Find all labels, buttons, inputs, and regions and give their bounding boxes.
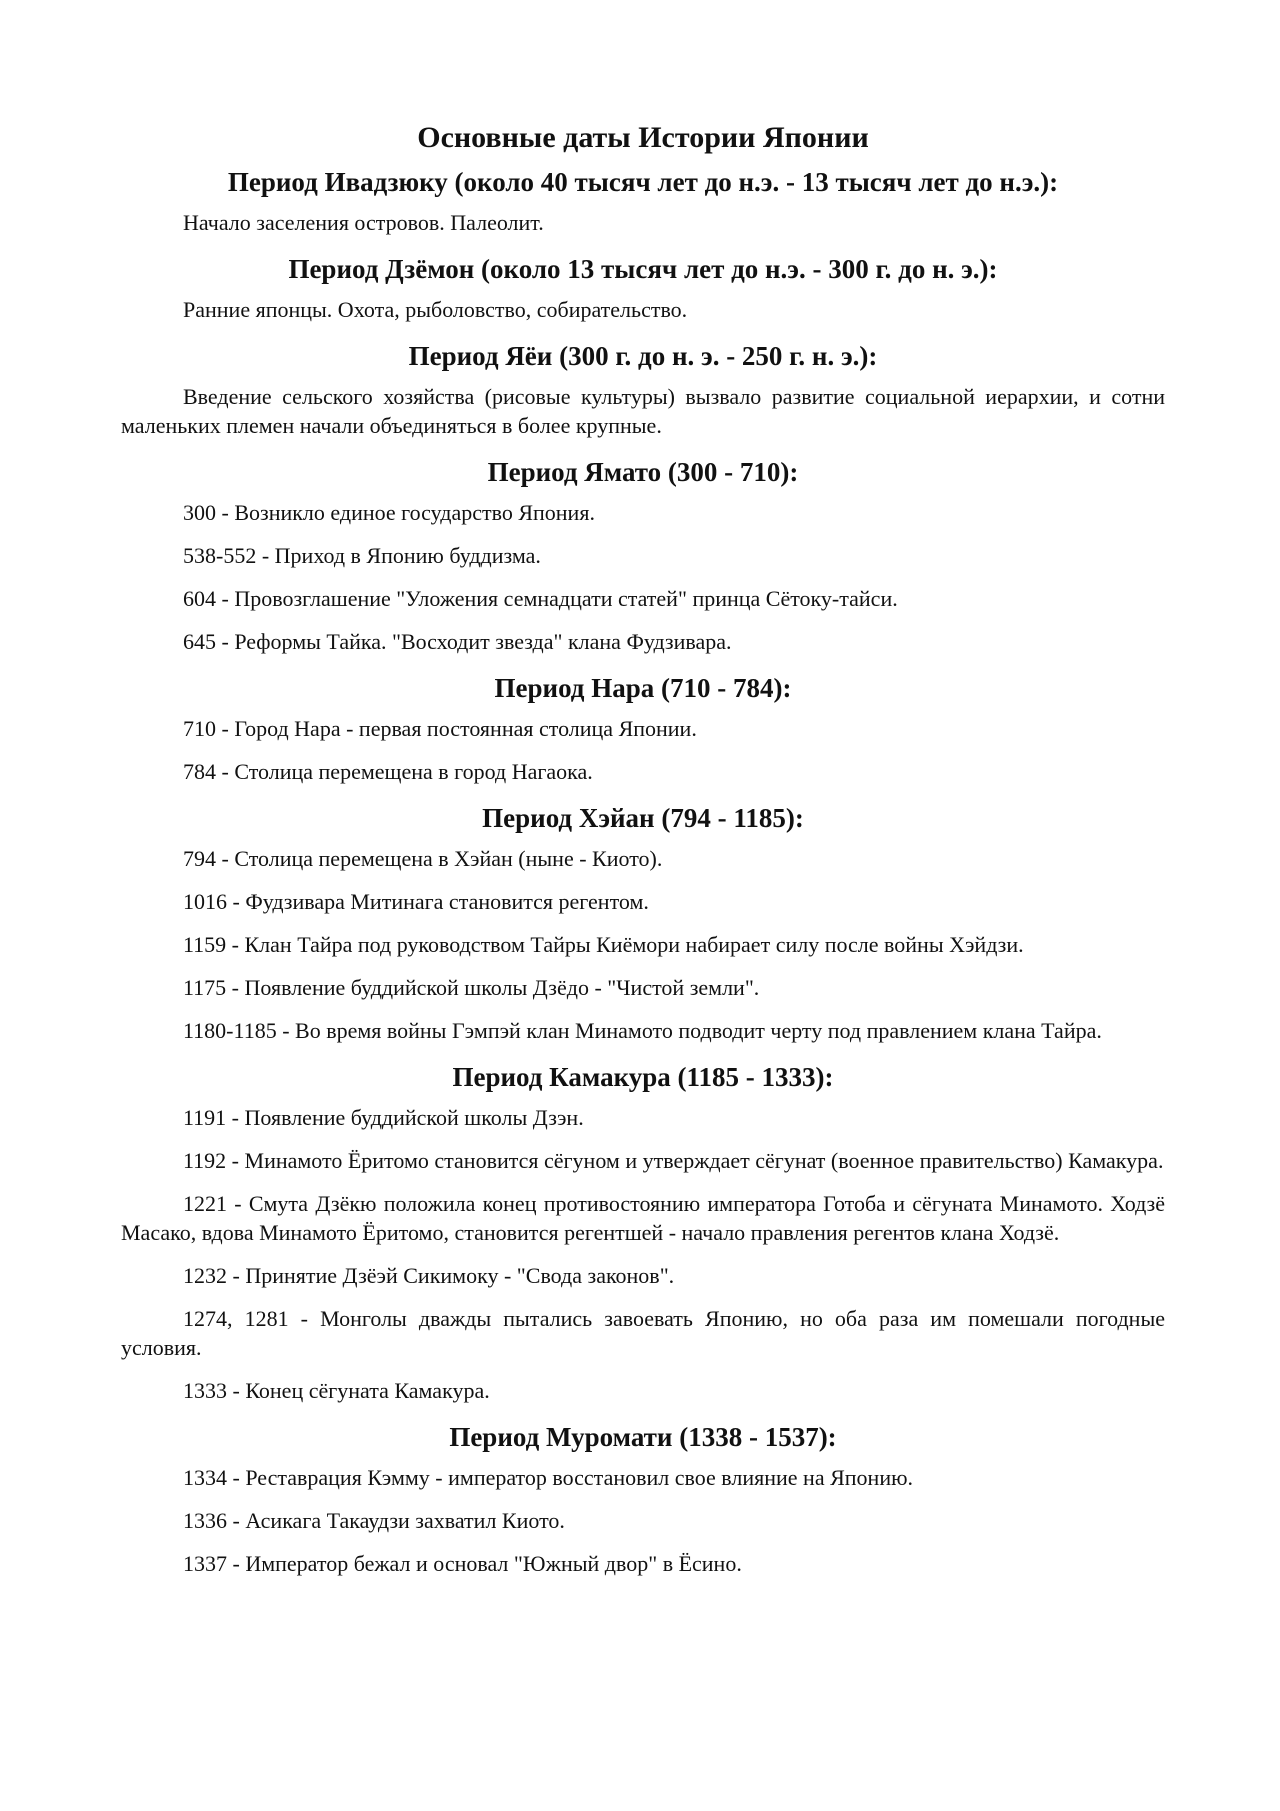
paragraph: 604 - Провозглашение "Уложения семнадцати статей" принца Сётоку-тайси. — [183, 586, 898, 611]
paragraph: 1337 - Император бежал и основал "Южный двор" в Ёсино. — [183, 1551, 742, 1576]
period-heading-jomon: Период Дзёмон (около 13 тысяч лет до н.э. - 300 г. до н. э.): — [288, 254, 998, 284]
period-heading-heian: Период Хэйан (794 - 1185): — [482, 803, 804, 833]
period-heading-muromachi: Период Муромати (1338 - 1537): — [449, 1422, 837, 1452]
paragraph: 300 - Возникло единое государство Япония. — [183, 500, 595, 525]
paragraph: 1175 - Появление буддийской школы Дзёдо - "Чистой земли". — [183, 975, 760, 1000]
paragraph: 1191 - Появление буддийской школы Дзэн. — [183, 1105, 584, 1130]
paragraph: 1159 - Клан Тайра под руководством Тайры Киёмори набирает силу после войны Хэйдзи. — [183, 932, 1024, 957]
paragraph: 538-552 - Приход в Японию буддизма. — [183, 543, 541, 568]
paragraph: Начало заселения островов. Палеолит. — [183, 210, 544, 235]
paragraph: 1334 - Реставрация Кэмму - император восстановил свое влияние на Японию. — [183, 1465, 914, 1490]
period-heading-iwajuku: Период Ивадзюку (около 40 тысяч лет до н.э. - 13 тысяч лет до н.э.): — [227, 167, 1059, 197]
paragraph: 1232 - Принятие Дзёэй Сикимоку - "Свода законов". — [183, 1263, 675, 1288]
paragraph: 1221 - Смута Дзёкю положила конец противостоянию императора Готоба и сёгуната Минамото. Ходзё Масако, вдова Минамото Ёритомо, становится регентшей - начало правления регентов клана Ходзё. — [121, 1191, 1165, 1245]
period-heading-yayoi: Период Яёи (300 г. до н. э. - 250 г. н. э.): — [408, 341, 878, 371]
paragraph: 645 - Реформы Тайка. "Восходит звезда" клана Фудзивара. — [183, 629, 732, 654]
paragraph: 710 - Город Нара - первая постоянная столица Японии. — [183, 716, 697, 741]
paragraph: Ранние японцы. Охота, рыболовство, собирательство. — [183, 297, 688, 322]
paragraph: 1333 - Конец сёгуната Камакура. — [183, 1378, 490, 1403]
paragraph: Введение сельского хозяйства (рисовые культуры) вызвало развитие социальной иерархии, и сотни маленьких племен начали объединяться в более крупные. — [121, 384, 1165, 438]
period-heading-nara: Период Нара (710 - 784): — [494, 673, 792, 703]
period-heading-yamato: Период Ямато (300 - 710): — [487, 457, 799, 487]
document-title: Основные даты Истории Японии — [417, 121, 869, 154]
paragraph: 1180-1185 - Во время войны Гэмпэй клан Минамото подводит черту под правлением клана Тайра. — [183, 1018, 1102, 1043]
period-heading-kamakura: Период Камакура (1185 - 1333): — [452, 1062, 834, 1092]
paragraph: 784 - Столица перемещена в город Нагаока. — [183, 759, 593, 784]
paragraph: 1192 - Минамото Ёритомо становится сёгуном и утверждает сёгунат (военное правительство) Камакура. — [183, 1148, 1164, 1173]
document-page — [121, 118, 1165, 1592]
paragraph: 1336 - Асикага Такаудзи захватил Киото. — [183, 1508, 565, 1533]
paragraph: 1016 - Фудзивара Митинага становится регентом. — [183, 889, 649, 914]
paragraph: 794 - Столица перемещена в Хэйан (ныне - Киото). — [183, 846, 663, 871]
paragraph: 1274, 1281 - Монголы дважды пытались завоевать Японию, но оба раза им помешали погодные условия. — [121, 1306, 1165, 1360]
